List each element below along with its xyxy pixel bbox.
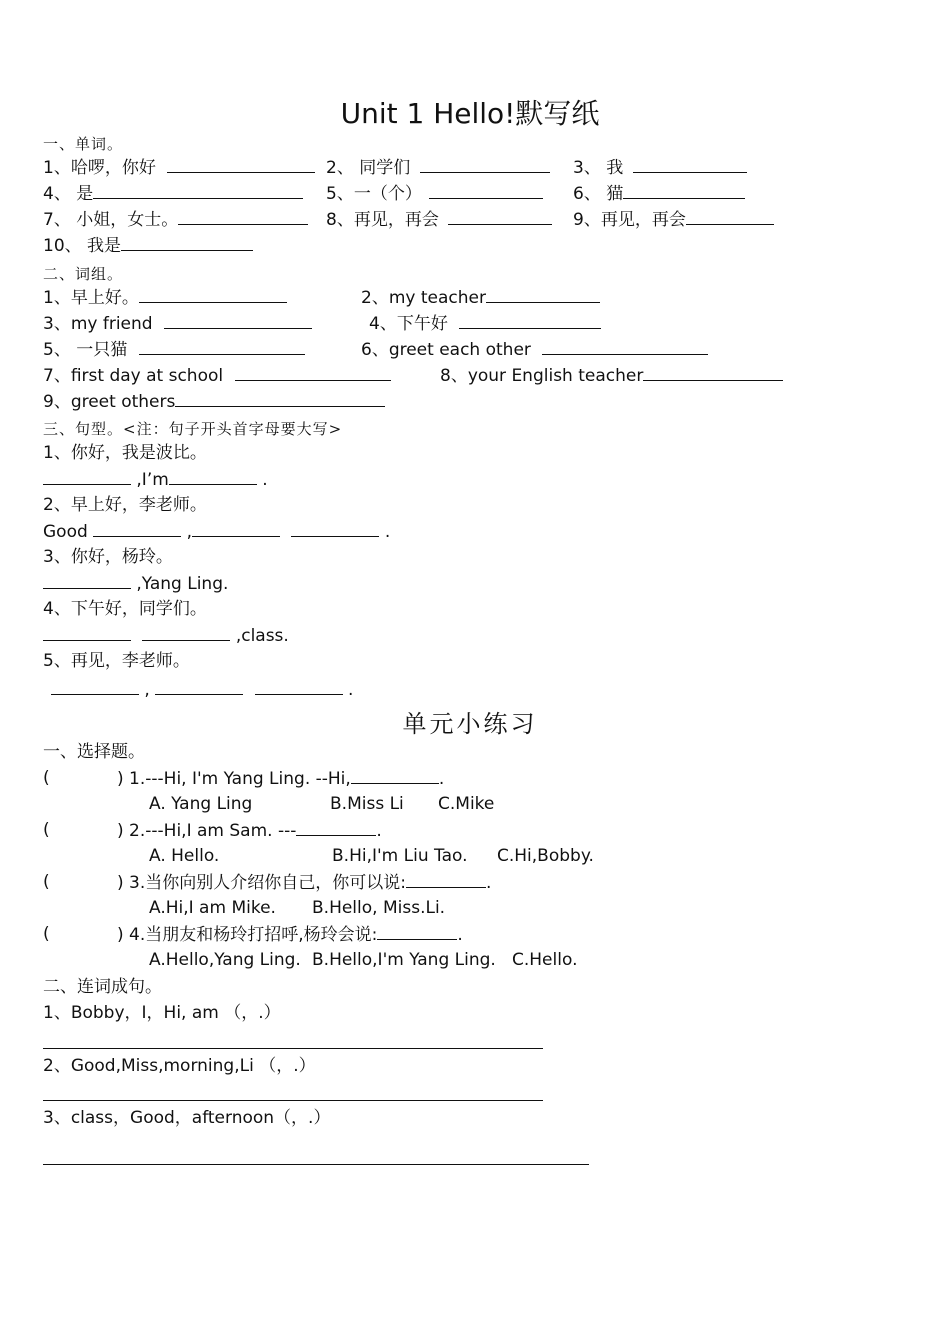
answer-blank[interactable] [296,819,376,836]
answer-blank[interactable] [377,923,457,940]
answer-line[interactable] [43,1100,543,1101]
answer-line[interactable] [43,1164,589,1165]
answer-blank[interactable] [643,364,783,381]
answer-blank[interactable] [291,520,379,537]
paren-open: ( [43,768,50,788]
word-item: 2、 同学们 [326,156,550,179]
answer-blank[interactable] [121,234,253,251]
answer-blank[interactable] [429,182,543,199]
answer-blank[interactable] [175,390,385,407]
phrase-item: 8、your English teacher [440,364,783,387]
sentence-answer-line: ,I’m . [43,468,268,491]
choice-option-b: B.Hello, Miss.Li. [312,898,446,918]
choice-option-a: A. Yang Ling [149,794,253,814]
sentence-answer-line: ,class. [43,624,289,647]
choice-option-b: B.Miss Li [330,794,404,814]
sentence-prompt: 1、你好，我是波比。 [43,443,207,463]
phrase-item: 2、my teacher [361,286,600,309]
reorder-item: 1、Bobby，I，Hi, am （，.） [43,1003,281,1023]
paren-open: ( [43,924,50,944]
sentence-answer-line: ,Yang Ling. [43,572,228,595]
word-item: 7、 小姐，女士。 [43,208,308,231]
choice-option-c: C.Mike [438,794,495,814]
phrase-item: 1、早上好。 [43,286,287,309]
answer-blank[interactable] [192,520,280,537]
answer-blank[interactable] [351,767,439,784]
word-item: 6、 猫 [573,182,745,205]
word-item: 1、哈啰，你好 [43,156,315,179]
answer-blank[interactable] [142,624,230,641]
answer-blank[interactable] [93,520,181,537]
choice-stem: ) 1.---Hi, I'm Yang Ling. --Hi, . [117,769,445,789]
reorder-item: 2、Good,Miss,morning,Li （，.） [43,1056,316,1076]
phrase-item: 9、greet others [43,390,385,413]
word-item: 8、再见，再会 [326,208,552,231]
word-item: 10、 我是 [43,234,253,257]
section-words-heading: 一、单词。 [43,135,124,153]
sentence-prompt: 5、再见，李老师。 [43,651,190,671]
section-phrases-heading: 二、词组。 [43,265,124,283]
section-choice-heading: 一、选择题。 [43,742,145,762]
phrase-item: 3、my friend [43,312,312,335]
answer-blank[interactable] [178,208,308,225]
section-reorder-heading: 二、连词成句。 [43,977,162,997]
choice-option-a: A. Hello. [149,846,220,866]
page-title: Unit 1 Hello!默写纸 [340,97,600,130]
word-item: 4、 是 [43,182,303,205]
word-item: 5、一（个） [326,182,543,205]
choice-option-a: A.Hello,Yang Ling. [149,950,301,970]
answer-blank[interactable] [542,338,708,355]
paren-open: ( [43,872,50,892]
answer-blank[interactable] [164,312,312,329]
sentence-prompt: 3、你好，杨玲。 [43,547,173,567]
answer-blank[interactable] [167,156,315,173]
answer-blank[interactable] [406,871,486,888]
answer-blank[interactable] [43,572,131,589]
choice-question [43,871,50,893]
choice-stem: ) 4.当朋友和杨玲打招呼,杨玲会说: . [117,925,463,945]
answer-blank[interactable] [459,312,601,329]
paren-open: ( [43,820,50,840]
answer-blank[interactable] [169,468,257,485]
answer-blank[interactable] [155,678,243,695]
answer-blank[interactable] [51,678,139,695]
sentence-prompt: 4、下午好，同学们。 [43,599,207,619]
answer-blank[interactable] [139,286,287,303]
answer-blank[interactable] [486,286,600,303]
phrase-item: 4、下午好 [369,312,601,335]
answer-line[interactable] [43,1048,543,1049]
sentence-prompt: 2、早上好，李老师。 [43,495,207,515]
answer-blank[interactable] [43,624,131,641]
answer-blank[interactable] [448,208,552,225]
section-sentences-heading: 三、句型。<注：句子开头首字母要大写> [43,420,343,438]
answer-blank[interactable] [255,678,343,695]
choice-option-a: A.Hi,I am Mike. [149,898,276,918]
phrase-item: 7、first day at school [43,364,391,387]
word-item: 9、再见，再会 [573,208,774,231]
answer-blank[interactable] [235,364,391,381]
answer-blank[interactable] [633,156,747,173]
choice-question [43,923,50,945]
choice-option-b: B.Hi,I'm Liu Tao. [332,846,468,866]
sentence-answer-line: Good , . [43,522,391,542]
phrase-item: 6、greet each other [361,338,708,361]
answer-blank[interactable] [93,182,303,199]
answer-blank[interactable] [139,338,305,355]
answer-blank[interactable] [420,156,550,173]
word-item: 3、 我 [573,156,747,179]
choice-question [43,767,50,789]
answer-blank[interactable] [686,208,774,225]
reorder-item: 3、class，Good，afternoon（，.） [43,1108,331,1128]
choice-option-c: C.Hello. [512,950,578,970]
choice-question [43,819,50,841]
choice-stem: ) 2.---Hi,I am Sam. --- . [117,821,382,841]
choice-stem: ) 3.当你向别人介绍你自己，你可以说: . [117,873,492,893]
practice-subtitle: 单元小练习 [402,710,538,738]
answer-blank[interactable] [43,468,131,485]
phrase-item: 5、 一只猫 [43,338,305,361]
answer-blank[interactable] [623,182,745,199]
choice-option-b: B.Hello,I'm Yang Ling. [312,950,496,970]
choice-option-c: C.Hi,Bobby. [497,846,594,866]
sentence-answer-line: , . [51,678,353,701]
